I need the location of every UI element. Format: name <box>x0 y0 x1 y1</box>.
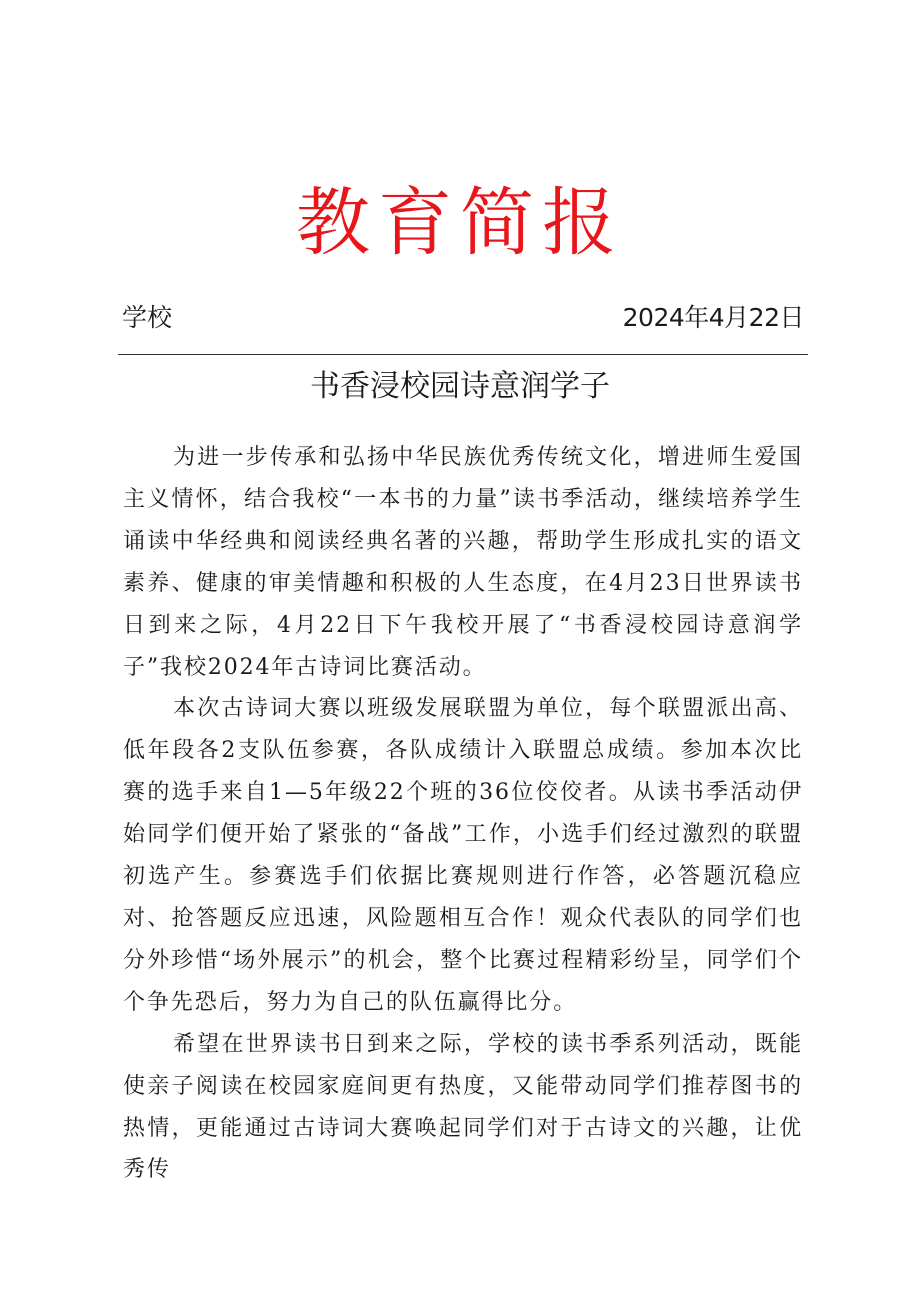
school-name: 学校 <box>122 303 173 332</box>
article-title: 书香浸校园诗意润学子 <box>310 369 610 404</box>
issue-date: 2024年4月22日 <box>622 303 804 332</box>
header-divider <box>118 354 808 355</box>
article-paragraph-2: 本次古诗词大赛以班级发展联盟为单位，每个联盟派出高、低年段各2支队伍参赛，各队成绩计入联盟总成绩。参加本次比赛的选手来自1—5年级22个班的36位佼佼者。从读书季活动伊始同学们便开始了紧张的“备战”工作，小选手们经过激烈的联盟初选产生。参赛选手们依据比赛规则进行作答，必答题沉稳应对、抢答题反应迅速，风险题相互合作！观众代表队的同学们也分外珍惜“场外展示”的机会，整个比赛过程精彩纷呈，同学们个个争先恐后，努力为自己的队伍赢得比分。 <box>123 696 803 1015</box>
article-paragraph-1: 为进一步传承和弘扬中华民族优秀传统文化，增进师生爱国主义情怀，结合我校“一本书的力量”读书季活动，继续培养学生诵读中华经典和阅读经典名著的兴趣，帮助学生形成扎实的语文素养、健康的审美情趣和积极的人生态度，在4月23日世界读书日到来之际，4月22日下午我校开展了“书香浸校园诗意润学子”我校2024年古诗词比赛活动。 <box>123 445 803 680</box>
article-body <box>123 437 803 1191</box>
masthead-title: 教育简报 <box>296 180 624 266</box>
article-paragraph-3: 希望在世界读书日到来之际，学校的读书季系列活动，既能使亲子阅读在校园家庭间更有热度，又能带动同学们推荐图书的热情，更能通过古诗词大赛唤起同学们对于古诗文的兴趣，让优秀传 <box>123 1031 803 1183</box>
